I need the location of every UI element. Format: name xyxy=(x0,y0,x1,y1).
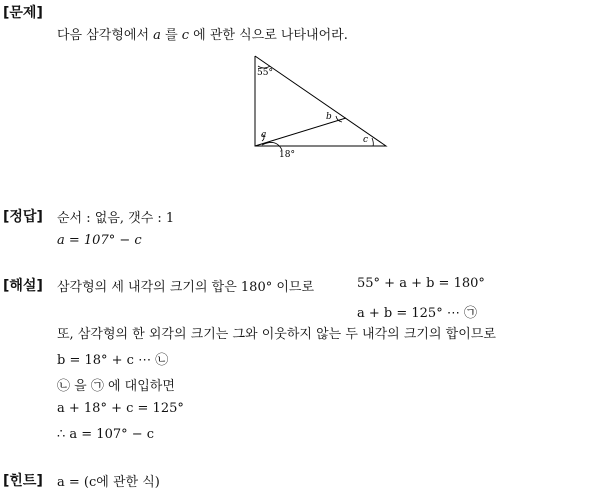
interior-segment xyxy=(255,118,346,146)
solution-line4: b = 18° + c ⋯ ㉡ xyxy=(57,353,169,368)
triangle-outline xyxy=(255,56,386,146)
label-angle-a: a xyxy=(261,130,267,140)
solution-line5: ㉡ 을 ㉠ 에 대입하면 xyxy=(57,379,175,394)
problem-var-c: c xyxy=(181,28,190,43)
solution-line7: ∴ a = 107° − c xyxy=(57,427,155,442)
solution-line6: a + 18° + c = 125° xyxy=(57,401,184,416)
angle-arc-c xyxy=(372,138,373,146)
problem-label: [문제] xyxy=(3,5,43,21)
problem-var-a: a xyxy=(153,28,161,43)
label-angle-b: b xyxy=(326,112,332,122)
label-angle-top: 55° xyxy=(257,68,273,78)
solution-line3: 또, 삼각형의 한 외각의 크기는 그와 이웃하지 않는 두 내각의 크기의 합이므로 xyxy=(57,327,496,342)
problem-mid: 를 xyxy=(160,28,182,43)
label-angle-c: c xyxy=(363,135,369,145)
solution-line2-equation: a + b = 125° ⋯ ㉠ xyxy=(357,306,477,321)
hint-label: [힌트] xyxy=(3,473,43,489)
solution-label: [해설] xyxy=(3,278,43,294)
answer-equation: a = 107° − c xyxy=(57,233,142,248)
label-angle-ext: 18° xyxy=(279,150,295,160)
problem-prefix: 다음 삼각형에서 xyxy=(57,28,154,43)
answer-label: [정답] xyxy=(3,209,43,225)
solution-line1-text: 삼각형의 세 내각의 크기의 합은 180° 이므로 xyxy=(57,280,315,295)
problem-suffix: 에 관한 식으로 나타내어라. xyxy=(189,28,348,43)
answer-meta: 순서 : 없음, 갯수 : 1 xyxy=(57,211,175,226)
solution-line1-equation: 55° + a + b = 180° xyxy=(357,276,485,291)
hint-text: a = (c에 관한 식) xyxy=(57,475,160,490)
